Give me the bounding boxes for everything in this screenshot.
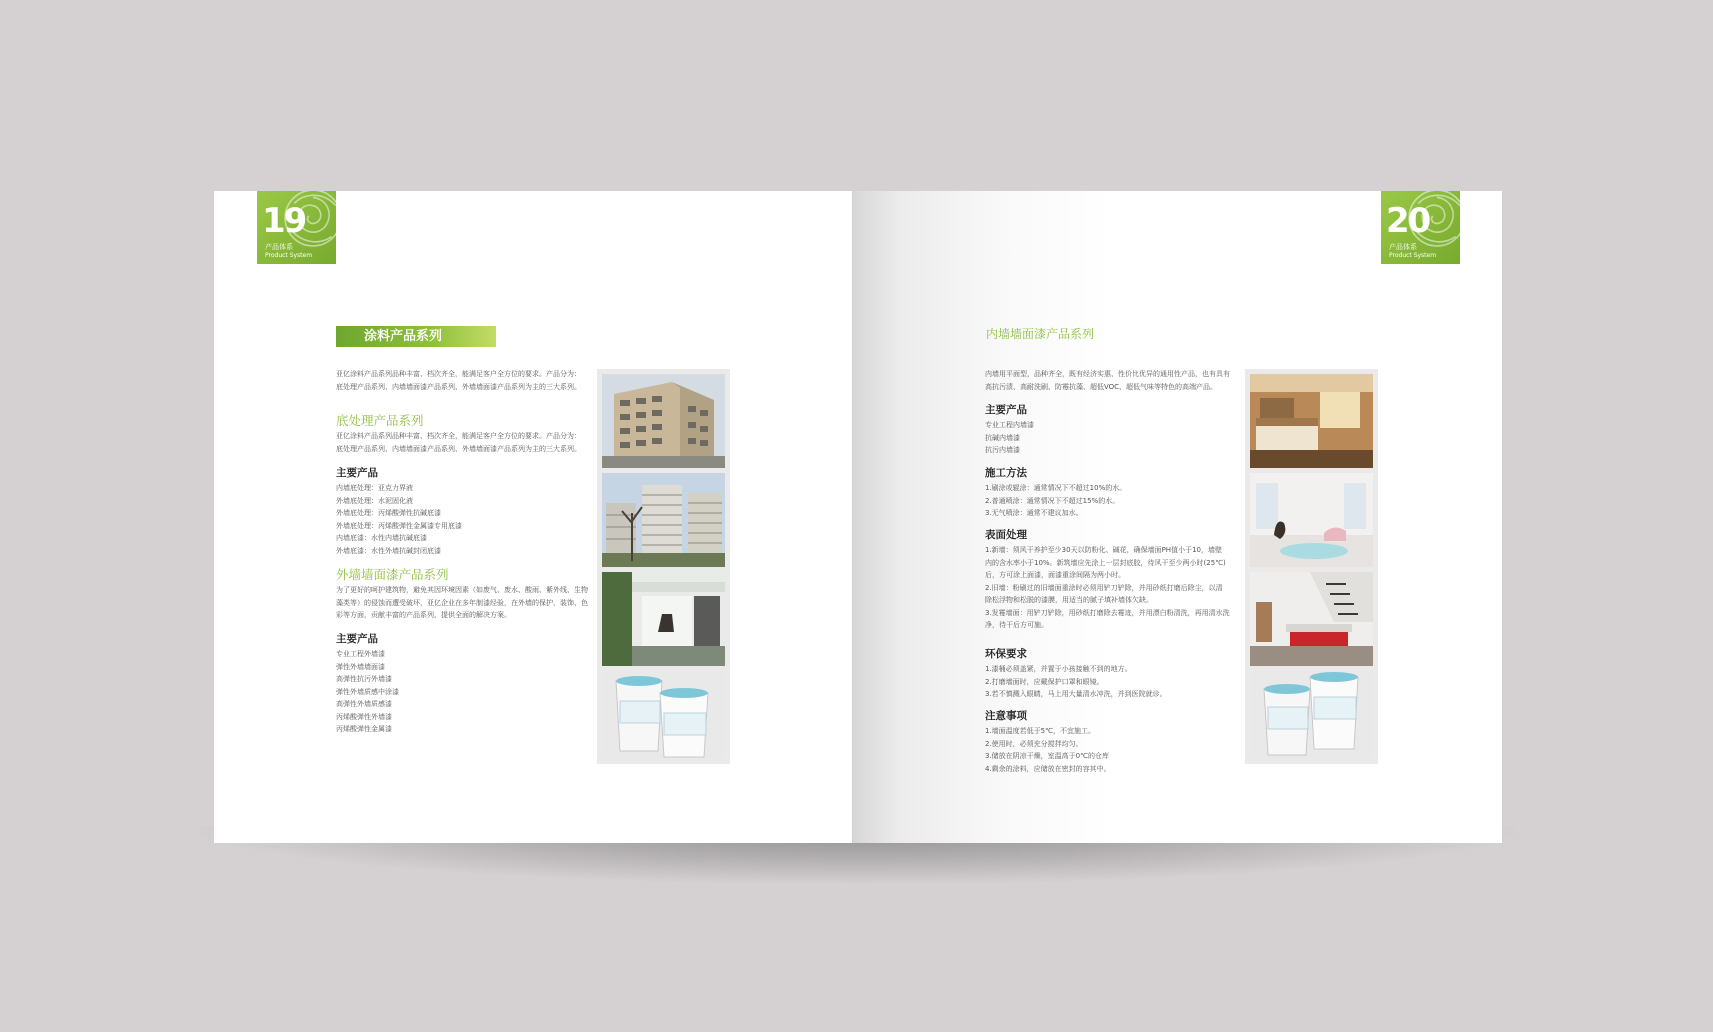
list-item: 除松浮物和松脱的漆膜，用适当的腻子填补墙体欠缺。 (985, 596, 1153, 604)
list-item: 3.若不慎溅入眼睛，马上用大量清水冲洗，并到医院就诊。 (985, 690, 1167, 698)
list-item: 内墙底处理：亚克力界液 (336, 484, 413, 492)
list-item: 外墙底处理：丙烯酸弹性金属漆专用底漆 (336, 521, 462, 530)
safety-list (985, 663, 1167, 701)
section-text-line: 亚亿涂料产品系列品种丰富、档次齐全，能满足客户全方位的要求。产品分为： (336, 432, 581, 440)
list-item: 后，方可涂上面漆，面漆重涂间隔为两小时。 (985, 571, 1125, 579)
left-page (214, 191, 853, 843)
badge-label-cn: 产品体系 (1389, 243, 1417, 251)
page-number: 19 (262, 201, 306, 241)
paint-bucket-photo (602, 671, 725, 759)
intro-line: 高抗污渍、高耐洗刷、防霉抗藻、超低VOC、超低气味等特色的高端产品。 (985, 382, 1218, 391)
list-item: 弹性外墙质感中涂漆 (336, 687, 399, 696)
section-text-line: 底处理产品系列、内墙墙面漆产品系列、外墙墙面漆产品系列为主的三大系列。 (336, 444, 581, 453)
notes-list (985, 725, 1111, 775)
page-number-badge (257, 191, 336, 264)
list-item: 2.旧墙：粉刷过的旧墙面重涂时必须用铲刀铲除，并用砂纸打磨后除尘，以清 (985, 583, 1223, 592)
page-title: 内墙墙面漆产品系列 (986, 327, 1095, 341)
list-item: 4.剩余的涂料，应储放在密封的容其中。 (985, 764, 1111, 773)
section-heading: 表面处理 (985, 529, 1027, 541)
villa-photo (602, 572, 725, 666)
list-item: 2.使用时，必须充分搅拌均匀。 (985, 739, 1083, 748)
product-list (336, 648, 399, 736)
list-item: 专业工程内墙漆 (985, 421, 1034, 429)
list-item: 弹性外墙墙面漆 (336, 662, 385, 671)
bedroom-photo (1250, 374, 1373, 468)
list-item: 净，待干后方可施。 (985, 621, 1048, 629)
list-item: 丙烯酸弹性金属漆 (336, 725, 392, 733)
living-room-photo (1250, 473, 1373, 567)
product-list (985, 419, 1034, 457)
list-item: 专业工程外墙漆 (336, 650, 385, 658)
list-item: 高弹性外墙质感漆 (336, 700, 392, 708)
page-number-badge (1381, 191, 1460, 264)
paint-bucket-photo (1250, 671, 1373, 759)
badge-label-en: Product System (265, 252, 313, 259)
method-list (985, 482, 1126, 520)
list-item: 抗碱内墙漆 (985, 433, 1020, 442)
intro-line: 亚亿涂料产品系列品种丰富、档次齐全，能满足客户全方位的要求。产品分为： (336, 370, 581, 378)
list-item: 3.储放在阴凉干燥，室温高于0℃的仓库 (985, 752, 1109, 760)
intro-line: 内墙用平面型，品种齐全，既有经济实惠、性价比优异的通用性产品，也有具有 (985, 370, 1230, 378)
list-item: 3.无气喷涂：通常不建议加水。 (985, 509, 1083, 517)
section-heading: 外墙墙面漆产品系列 (336, 567, 449, 582)
section-heading: 注意事项 (985, 710, 1027, 722)
section-heading: 环保要求 (985, 648, 1027, 660)
list-item: 1.墙面温度若低于5℃，不宜施工。 (985, 727, 1095, 735)
list-item: 内墙底漆：水性内墙抗碱底漆 (336, 534, 427, 542)
list-item: 1.漆桶必须盖紧，并置于小孩接触不到的地方。 (985, 665, 1132, 673)
list-item: 抗污内墙漆 (985, 446, 1020, 454)
list-item: 外墙底漆：水性外墙抗碱封闭底漆 (336, 546, 441, 555)
lounge-photo (1250, 572, 1373, 666)
section-text-line: 为了更好的呵护建筑物，避免其因环境因素（如废气、废水、酸雨、紫外线、生物 (336, 586, 588, 594)
apartment-photo (602, 473, 725, 567)
list-item: 2.打磨墙面时，应戴保护口罩和眼镜。 (985, 677, 1104, 686)
list-item: 外墙底处理：丙烯酸弹性抗碱底漆 (336, 509, 441, 517)
page-number: 20 (1386, 201, 1430, 241)
section-text-line: 彩等方面，贡献丰富的产品系列，提供全面的解决方案。 (336, 611, 511, 619)
badge-label-en: Product System (1389, 252, 1437, 259)
list-item: 1.新墙：须风干养护至少30天以防粉化、碱花，确保墙面PH值小于10，墙壁 (985, 546, 1222, 554)
list-item: 丙烯酸弹性外墙漆 (336, 712, 392, 721)
products-heading: 主要产品 (336, 467, 378, 479)
product-list (336, 482, 462, 557)
right-page (853, 191, 1502, 843)
list-item: 1.刷涂或辊涂：通常情况下不超过10%的水。 (985, 484, 1127, 492)
list-item: 外墙底处理：水泥固化液 (336, 496, 413, 505)
photo-strip (1245, 369, 1378, 764)
products-heading: 主要产品 (336, 633, 378, 645)
list-item: 2.普通喷涂：通常情况下不超过15%的水。 (985, 496, 1120, 505)
list-item: 内的含水率小于10%。新筑墙应先涂上一层封底胶，待风干至少两小时(25℃) (985, 558, 1226, 567)
section-heading: 主要产品 (985, 404, 1027, 416)
building-photo (602, 374, 725, 468)
section-heading: 施工方法 (985, 467, 1027, 479)
page-title: 涂料产品系列 (336, 326, 496, 347)
badge-label-cn: 产品体系 (265, 243, 293, 251)
intro-line: 底处理产品系列、内墙墙面漆产品系列、外墙墙面漆产品系列为主的三大系列。 (336, 382, 581, 391)
section-heading: 底处理产品系列 (336, 413, 424, 428)
photo-strip (597, 369, 730, 764)
section-text-line: 藻类等）的侵蚀而遭受破坏，亚亿企业在多年制漆经验，在外墙的保护、装饰、色 (336, 598, 588, 607)
list-item: 3.发霉墙面：用铲刀铲除，用砂纸打磨除去霉迹，并用漂白粉清洗，再用清水洗 (985, 608, 1230, 617)
list-item: 高弹性抗污外墙漆 (336, 675, 392, 683)
